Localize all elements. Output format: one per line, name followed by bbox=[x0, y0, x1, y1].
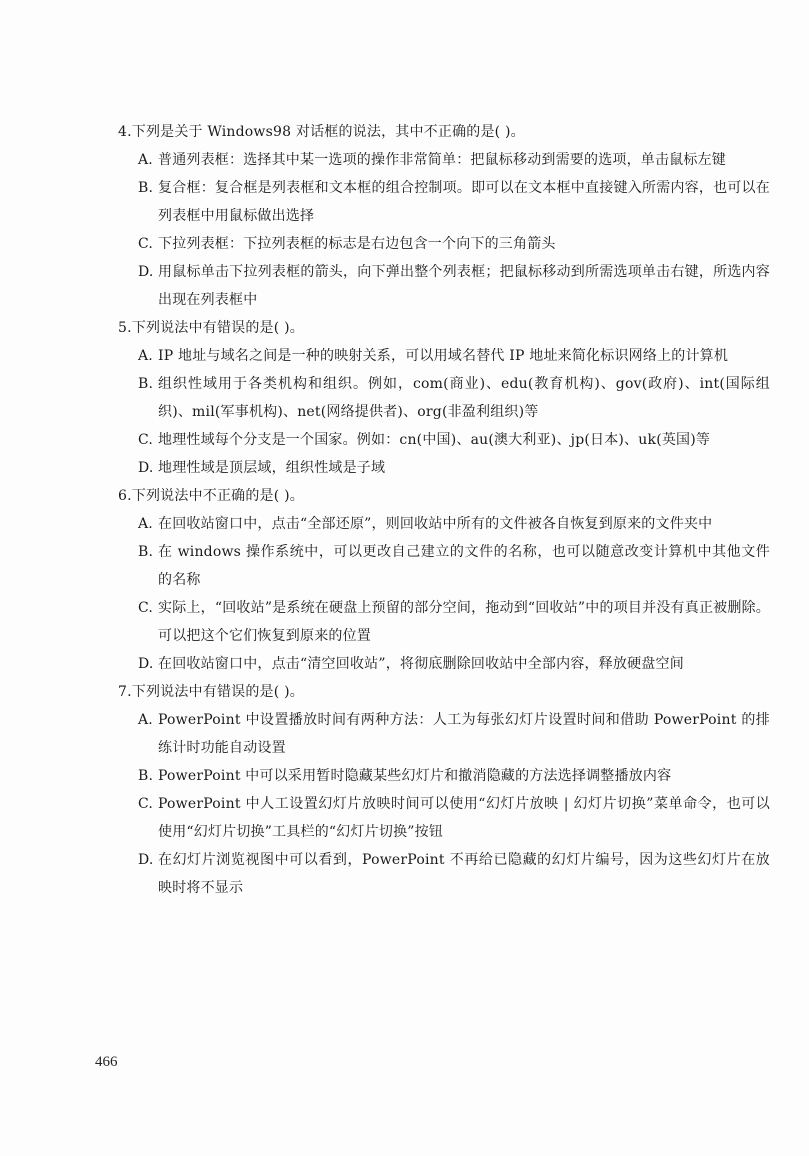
option-d bbox=[138, 846, 770, 902]
page-number: 466 bbox=[95, 1054, 118, 1070]
question-4 bbox=[0, 118, 809, 314]
option-letter: D. bbox=[138, 852, 154, 868]
question-stem: 6.下列说法中不正确的是( )。 bbox=[118, 488, 304, 504]
option-letter: C. bbox=[138, 236, 154, 252]
option-c bbox=[138, 426, 770, 454]
option-text: 用鼠标单击下拉列表框的箭头，向下弹出整个列表框；把鼠标移动到所需选项单击右键，所选内容出现在列表框中 bbox=[158, 264, 770, 308]
option-letter: C. bbox=[138, 600, 154, 616]
option-text: 在幻灯片浏览视图中可以看到，PowerPoint 不再给已隐藏的幻灯片编号，因为这些幻灯片在放映时将不显示 bbox=[158, 852, 770, 896]
option-letter: B. bbox=[138, 180, 154, 196]
option-c bbox=[138, 230, 770, 258]
option-text: 复合框：复合框是列表框和文本框的组合控制项。即可以在文本框中直接键入所需内容，也可以在列表框中用鼠标做出选择 bbox=[158, 180, 770, 224]
option-letter: C. bbox=[138, 432, 154, 448]
option-a bbox=[138, 706, 770, 762]
option-d bbox=[138, 258, 770, 314]
question-list bbox=[0, 118, 809, 902]
option-text: 下拉列表框：下拉列表框的标志是右边包含一个向下的三角箭头 bbox=[158, 236, 556, 252]
option-text: PowerPoint 中可以采用暂时隐藏某些幻灯片和撤消隐藏的方法选择调整播放内容 bbox=[158, 768, 672, 784]
option-text: 地理性域每个分支是一个国家。例如：cn(中国)、au(澳大利亚)、jp(日本)、uk(英国)等 bbox=[158, 432, 711, 448]
option-a bbox=[138, 510, 770, 538]
option-letter: A. bbox=[138, 516, 153, 532]
option-c bbox=[138, 594, 770, 650]
option-text: 在 windows 操作系统中，可以更改自己建立的文件的名称，也可以随意改变计算机中其他文件的名称 bbox=[158, 544, 770, 588]
option-text: 组织性域用于各类机构和组织。例如，com(商业)、edu(教育机构)、gov(政府)、int(国际组织)、mil(军事机构)、net(网络提供者)、org(非盈利组织)等 bbox=[158, 376, 770, 420]
option-letter: C. bbox=[138, 796, 154, 812]
option-text: 地理性域是顶层域，组织性域是子域 bbox=[158, 460, 386, 476]
option-b bbox=[138, 370, 770, 426]
question-stem: 7.下列说法中有错误的是( )。 bbox=[118, 684, 304, 700]
option-letter: B. bbox=[138, 544, 154, 560]
option-text: 普通列表框：选择其中某一选项的操作非常简单：把鼠标移动到需要的选项，单击鼠标左键 bbox=[158, 152, 726, 168]
option-letter: A. bbox=[138, 712, 153, 728]
option-letter: B. bbox=[138, 768, 154, 784]
option-a bbox=[138, 146, 770, 174]
option-text: IP 地址与域名之间是一种的映射关系，可以用域名替代 IP 地址来简化标识网络上的计算机 bbox=[158, 348, 729, 364]
question-6 bbox=[0, 482, 809, 678]
option-letter: D. bbox=[138, 656, 154, 672]
question-stem: 5.下列说法中有错误的是( )。 bbox=[118, 320, 304, 336]
option-text: PowerPoint 中人工设置幻灯片放映时间可以使用“幻灯片放映 | 幻灯片切换”菜单命令，也可以使用“幻灯片切换”工具栏的“幻灯片切换”按钮 bbox=[158, 796, 770, 840]
option-text: 在回收站窗口中，点击“全部还原”，则回收站中所有的文件被各自恢复到原来的文件夹中 bbox=[158, 516, 713, 532]
option-letter: B. bbox=[138, 376, 154, 392]
option-text: 实际上，“回收站”是系统在硬盘上预留的部分空间，拖动到“回收站”中的项目并没有真正被删除。可以把这个它们恢复到原来的位置 bbox=[158, 600, 770, 644]
option-text: PowerPoint 中设置播放时间有两种方法：人工为每张幻灯片设置时间和借助 PowerPoint 的排练计时功能自动设置 bbox=[158, 712, 770, 756]
option-letter: D. bbox=[138, 264, 154, 280]
option-d bbox=[138, 454, 770, 482]
option-letter: A. bbox=[138, 152, 153, 168]
question-stem: 4.下列是关于 Windows98 对话框的说法，其中不正确的是( )。 bbox=[118, 124, 525, 140]
option-letter: A. bbox=[138, 348, 153, 364]
option-a bbox=[138, 342, 770, 370]
option-d bbox=[138, 650, 770, 678]
option-b bbox=[138, 174, 770, 230]
question-7 bbox=[0, 678, 809, 902]
option-text: 在回收站窗口中，点击“清空回收站”，将彻底删除回收站中全部内容，释放硬盘空间 bbox=[158, 656, 684, 672]
option-letter: D. bbox=[138, 460, 154, 476]
question-5 bbox=[0, 314, 809, 482]
option-c bbox=[138, 790, 770, 846]
option-b bbox=[138, 538, 770, 594]
option-b bbox=[138, 762, 770, 790]
